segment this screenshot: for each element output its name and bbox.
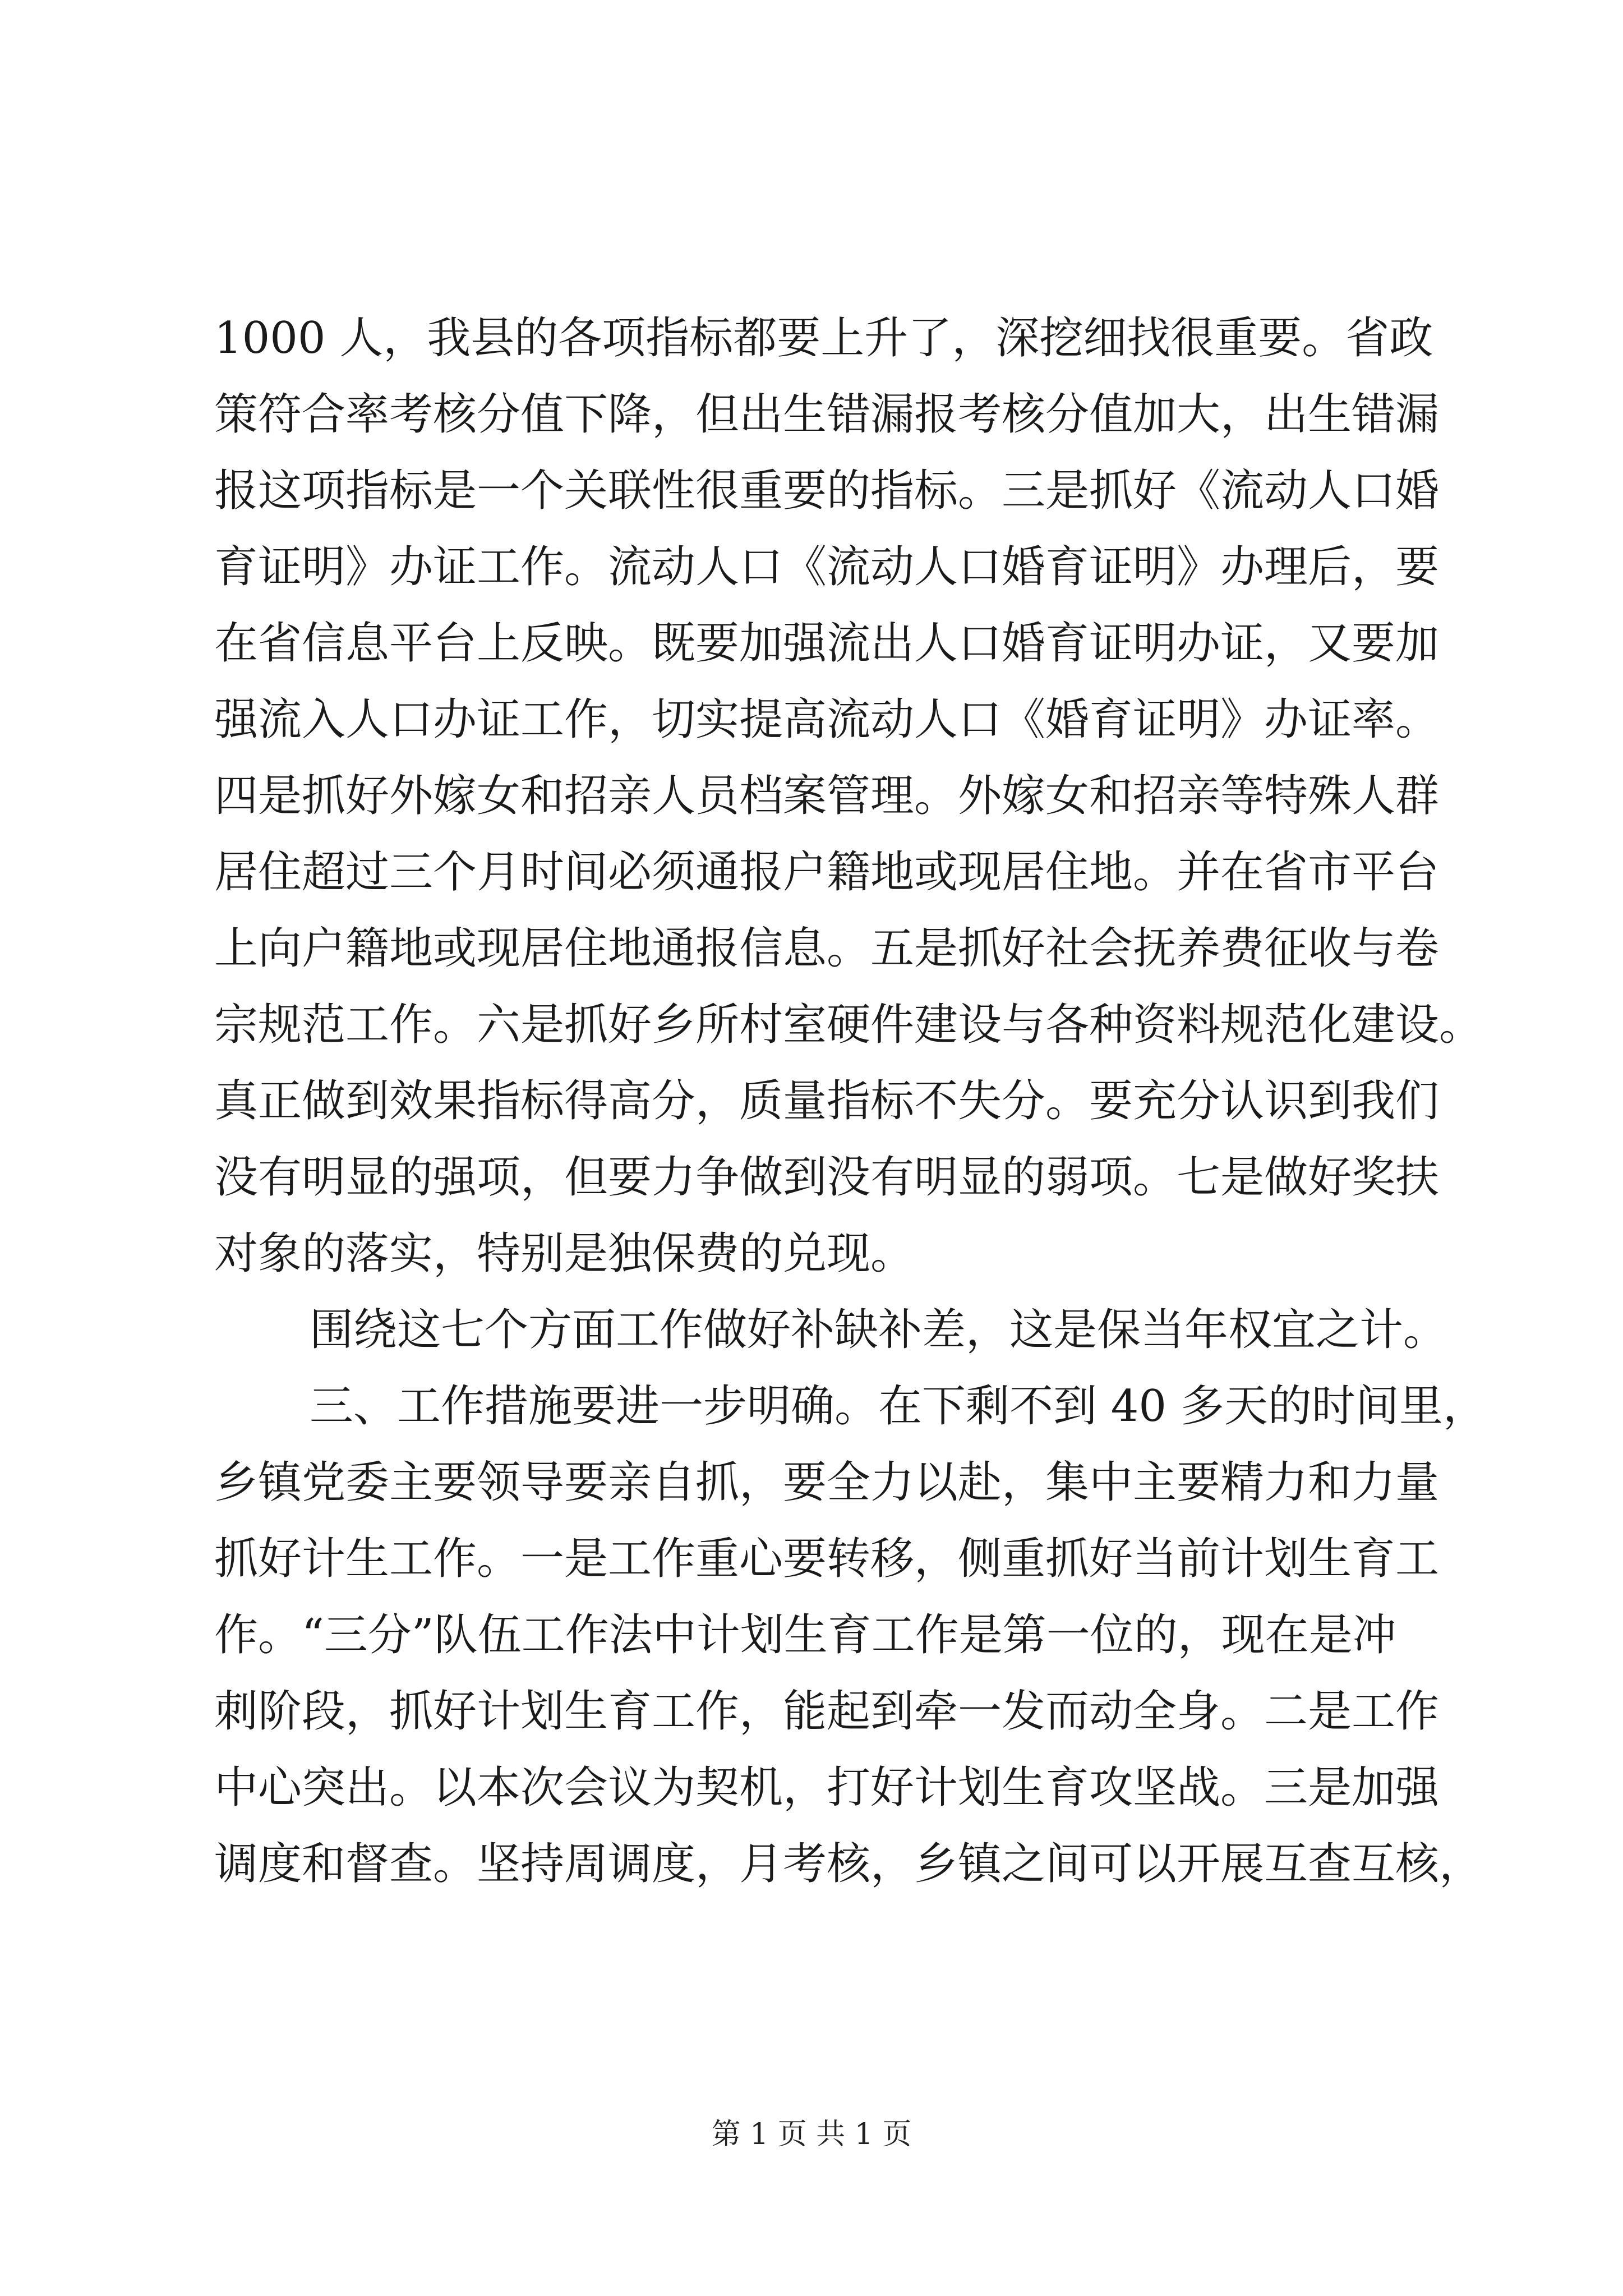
text-line: 没有明显的强项，但要力争做到没有明显的弱项。七是做好奖扶	[214, 1152, 1440, 1203]
text-line: 真正做到效果指标得高分，质量指标不失分。要充分认识到我们	[214, 1076, 1440, 1126]
text-line: 对象的落实，特别是独保费的兑现。	[214, 1228, 915, 1279]
text-line: 策符合率考核分值下降，但出生错漏报考核分值加大，出生错漏	[214, 389, 1440, 440]
paragraph-first-line: 围绕这七个方面工作做好补缺补差，这是保当年权宜之计。	[310, 1305, 1447, 1355]
paragraph-first-line: 三、工作措施要进一步明确。在下剩不到 40 多天的时间里，	[310, 1381, 1487, 1432]
text-line: 刺阶段，抓好计划生育工作，能起到牵一发而动全身。二是工作	[214, 1686, 1440, 1737]
text-line: 居住超过三个月时间必须通报户籍地或现居住地。并在省市平台	[214, 847, 1440, 898]
text-line: 宗规范工作。六是抓好乡所村室硬件建设与各种资料规范化建设。	[214, 1000, 1483, 1050]
page-footer	[0, 2115, 1623, 2154]
text-line: 作。“三分”队伍工作法中计划生育工作是第一位的，现在是冲	[214, 1610, 1396, 1660]
document-body	[214, 300, 1487, 1902]
page-number: 第 1 页 共 1 页	[711, 2118, 912, 2151]
text-line: 抓好计生工作。一是工作重心要转移，侧重抓好当前计划生育工	[214, 1534, 1440, 1584]
text-line: 四是抓好外嫁女和招亲人员档案管理。外嫁女和招亲等特殊人群	[214, 771, 1440, 821]
text-line: 育证明》办证工作。流动人口《流动人口婚育证明》办理后，要	[214, 542, 1440, 592]
text-line: 调度和督查。坚持周调度，月考核，乡镇之间可以开展互查互核，	[214, 1839, 1483, 1889]
text-line: 中心突出。以本次会议为契机，打好计划生育攻坚战。三是加强	[214, 1763, 1440, 1813]
text-line: 乡镇党委主要领导要亲自抓，要全力以赴，集中主要精力和力量	[214, 1457, 1440, 1508]
text-line: 在省信息平台上反映。既要加强流出人口婚育证明办证，又要加	[214, 618, 1440, 669]
text-line: 强流入人口办证工作，切实提高流动人口《婚育证明》办证率。	[214, 694, 1440, 745]
text-line: 1000 人，我县的各项指标都要上升了，深挖细找很重要。省政	[214, 313, 1433, 364]
text-line: 上向户籍地或现居住地通报信息。五是抓好社会抚养费征收与卷	[214, 923, 1440, 974]
text-line: 报这项指标是一个关联性很重要的指标。三是抓好《流动人口婚	[214, 466, 1440, 516]
